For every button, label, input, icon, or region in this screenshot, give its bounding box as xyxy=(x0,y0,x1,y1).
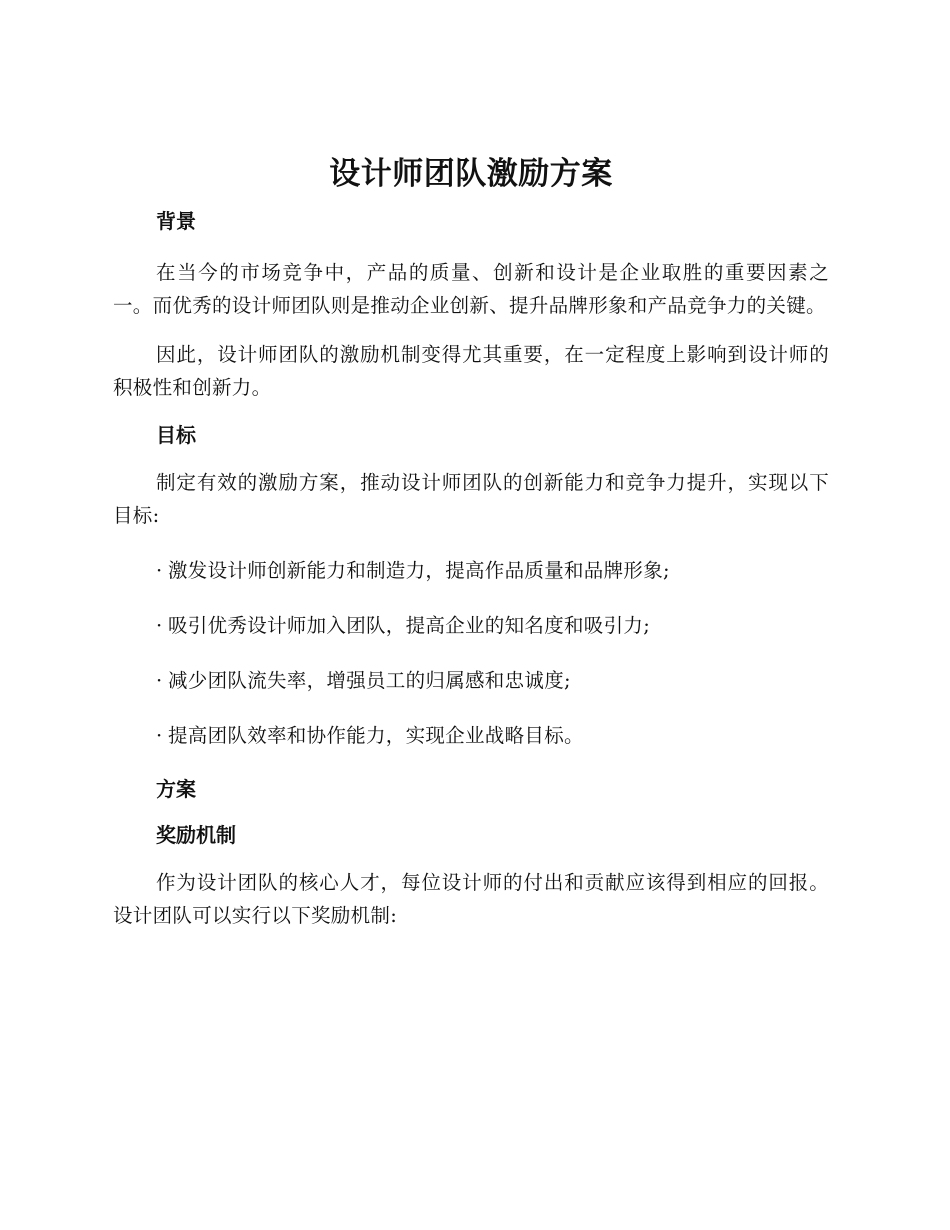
document-title: 设计师团队激励方案 xyxy=(329,156,613,192)
goals-intro-paragraph: 制定有效的激励方案，推动设计师团队的创新能力和竞争力提升，实现以下目标: xyxy=(113,471,829,527)
document-content xyxy=(113,148,829,948)
bullet-icon: · xyxy=(156,724,163,747)
bullet-icon: · xyxy=(156,559,163,582)
bullet-icon: · xyxy=(156,669,163,692)
goal-list-item-3 xyxy=(113,664,829,697)
goal-list-item-1 xyxy=(113,554,829,587)
background-paragraph-1: 在当今的市场竞争中，产品的质量、创新和设计是企业取胜的重要因素之一。而优秀的设计师团队则是推动企业创新、提升品牌形象和产品竞争力的关键。 xyxy=(113,261,829,317)
section-heading-plan: 方案 xyxy=(156,777,196,801)
goal-item-text: 激发设计师创新能力和制造力，提高作品质量和品牌形象; xyxy=(168,559,670,582)
goal-item-text: 减少团队流失率，增强员工的归属感和忠诚度; xyxy=(168,669,571,692)
section-heading-goals: 目标 xyxy=(156,423,196,447)
goal-list-item-4 xyxy=(113,719,829,752)
bullet-icon: · xyxy=(156,614,163,637)
goal-item-text: 提高团队效率和协作能力，实现企业战略目标。 xyxy=(168,724,584,747)
section-heading-reward: 奖励机制 xyxy=(156,823,236,847)
reward-paragraph: 作为设计团队的核心人才，每位设计师的付出和贡献应该得到相应的回报。设计团队可以实行以下奖励机制: xyxy=(113,871,829,927)
background-paragraph-2: 因此，设计师团队的激励机制变得尤其重要，在一定程度上影响到设计师的积极性和创新力。 xyxy=(113,343,829,399)
goal-item-text: 吸引优秀设计师加入团队，提高企业的知名度和吸引力; xyxy=(168,614,651,637)
section-heading-background: 背景 xyxy=(156,209,196,233)
goal-list-item-2 xyxy=(113,609,829,642)
